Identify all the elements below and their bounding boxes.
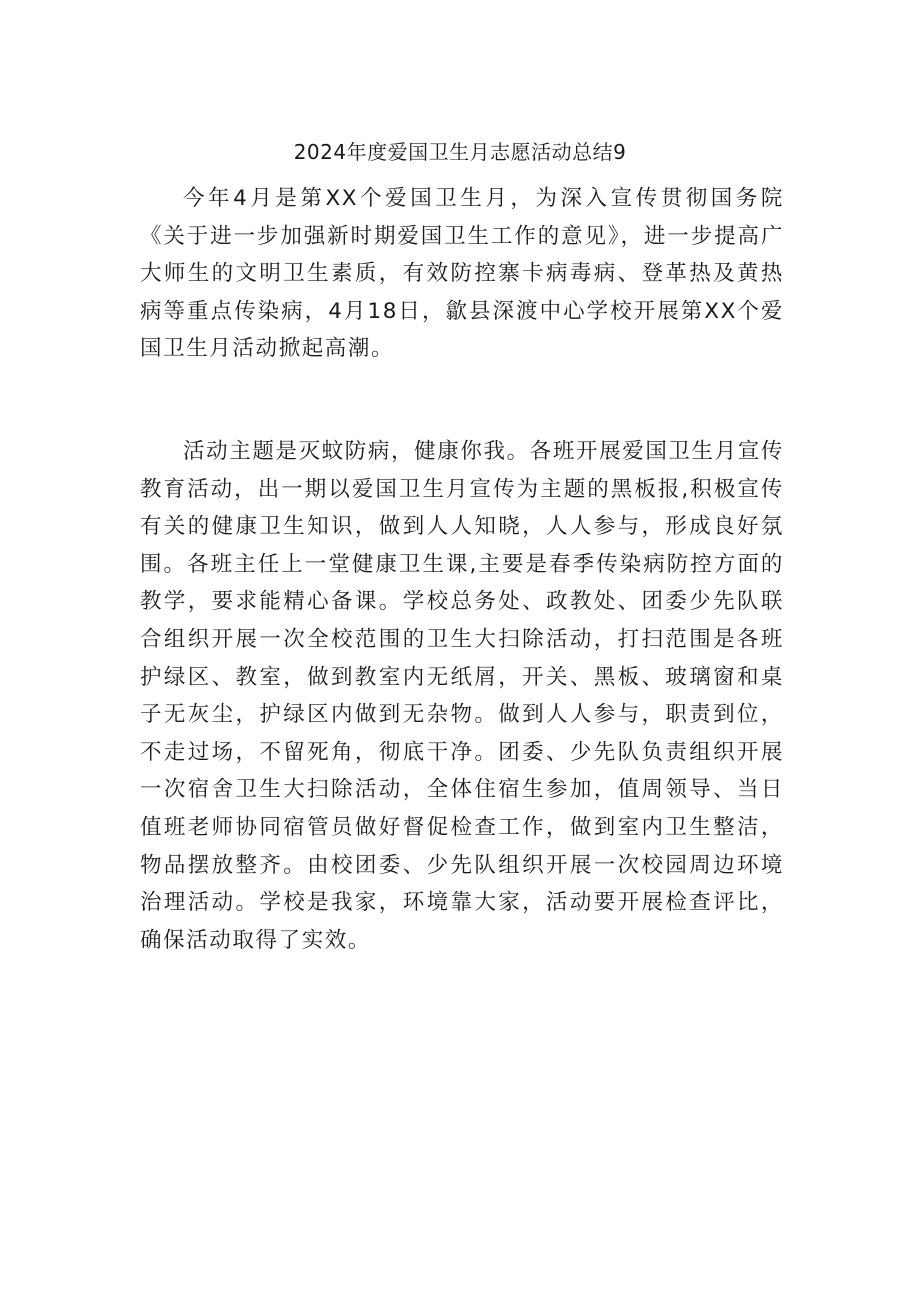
paragraph-2: 活动主题是灭蚊防病，健康你我。各班开展爱国卫生月宣传教育活动，出一期以爱国卫生月宣传为主题的黑板报,积极宣传有关的健康卫生知识，做到人人知晓，人人参与，形成良好氛围。各班主任上一堂健康卫生课,主要是春季传染病防控方面的教学，要求能精心备课。学校总务处、政教处、团委少先队联合组织开展一次全校范围的卫生大扫除活动，打扫范围是各班护绿区、教室，做到教室内无纸屑，开关、黑板、玻璃窗和桌子无灰尘，护绿区内做到无杂物。做到人人参与，职责到位，不走过场，不留死角，彻底干净。团委、少先队负责组织开展一次宿舍卫生大扫除活动，全体住宿生参加，值周领导、当日值班老师协同宿管员做好督促检查工作，做到室内卫生整洁，物品摆放整齐。由校团委、少先队组织开展一次校园周边环境治理活动。学校是我家，环境靠大家，活动要开展检查评比，确保活动取得了实效。 bbox=[140, 439, 784, 953]
document-title: 2024年度爱国卫生月志愿活动总结9 bbox=[293, 140, 627, 164]
paragraph-1: 今年4月是第XX个爱国卫生月，为深入宣传贯彻国务院《关于进一步加强新时期爱国卫生工作的意见》，进一步提高广大师生的文明卫生素质，有效防控寨卡病毒病、登革热及黄热病等重点传染病，4月18日，歙县深渡中心学校开展第XX个爱国卫生月活动掀起高潮。 bbox=[140, 186, 784, 362]
